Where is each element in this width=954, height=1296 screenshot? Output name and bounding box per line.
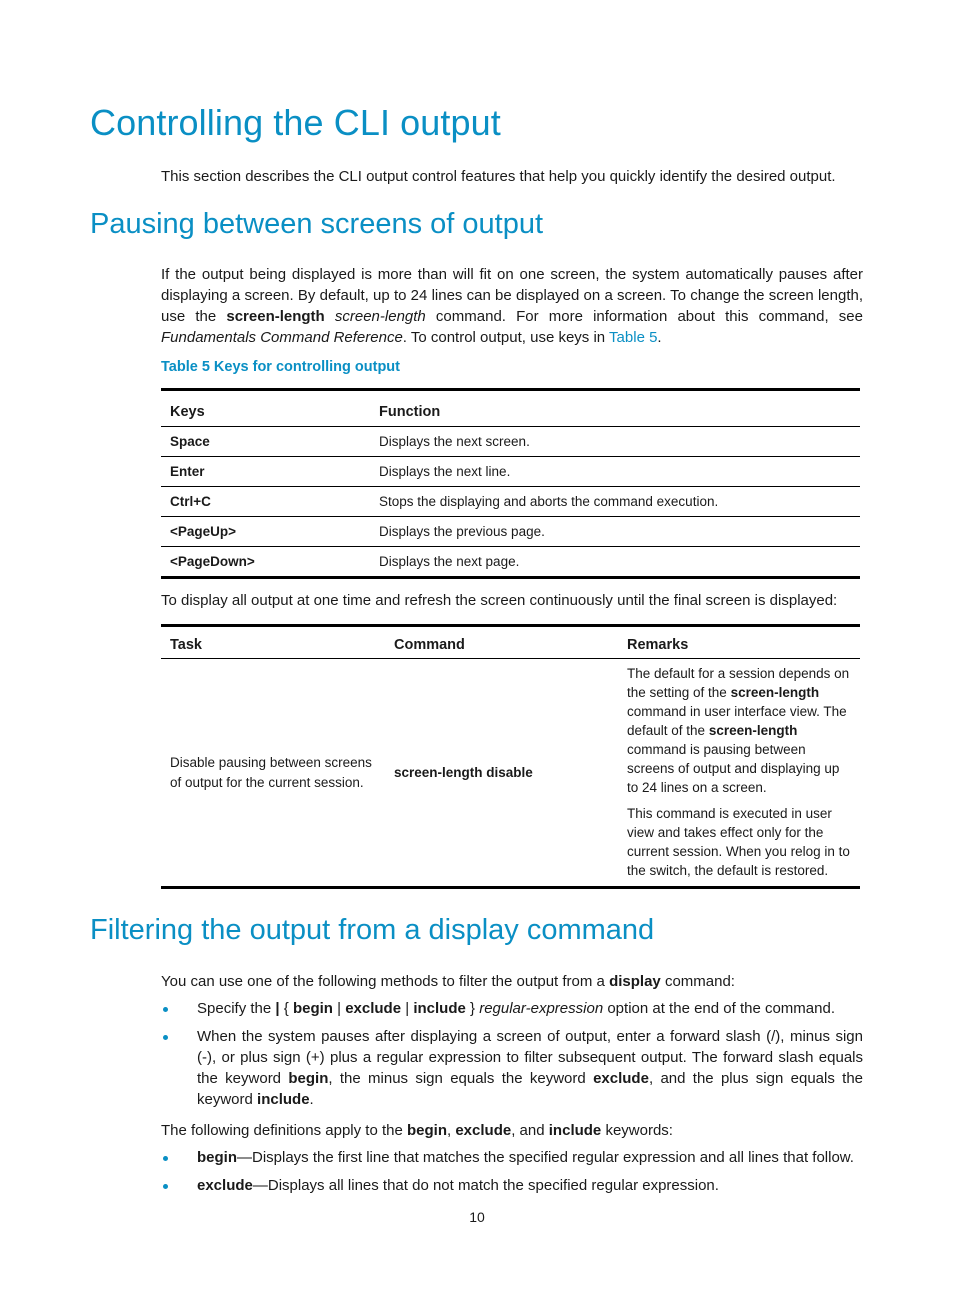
function-cell: Displays the previous page. xyxy=(370,517,860,547)
key-cell: Space xyxy=(161,427,370,457)
intro-paragraph: This section describes the CLI output control features that help you quickly identify the desired output. xyxy=(161,168,836,185)
command-argument: screen-length xyxy=(334,308,426,325)
column-header-remarks: Remarks xyxy=(618,626,860,659)
pausing-paragraph: If the output being displayed is more than will fit on one screen, the system automatically pauses after displaying a screen. By default, up to 24 lines can be displayed on a screen. To change the screen length, use the screen-length screen-length command. For more information about this command, see Fundamentals Command Reference. To control output, use keys in Table 5. xyxy=(161,266,863,346)
key-cell: <PageDown> xyxy=(170,554,255,569)
keys-table xyxy=(161,388,860,579)
table-row xyxy=(161,487,860,517)
list-item: Specify the | { begin | exclude | include } regular-expression option at the end of the command. xyxy=(161,998,863,1019)
table-row xyxy=(161,427,860,457)
function-cell: Stops the displaying and aborts the command execution. xyxy=(370,487,860,517)
filtering-paragraph: You can use one of the following methods to filter the output from a display command: xyxy=(161,973,735,990)
bullet-icon xyxy=(163,1007,168,1012)
section-heading-filtering: Filtering the output from a display command xyxy=(90,914,655,946)
bullet-icon xyxy=(163,1156,168,1161)
key-cell: Ctrl+C xyxy=(161,487,370,517)
bullet-icon xyxy=(163,1184,168,1189)
page-number: 10 xyxy=(469,1209,485,1225)
reference-title: Fundamentals Command Reference xyxy=(161,329,403,346)
column-header-command: Command xyxy=(385,626,618,659)
definitions-paragraph: The following definitions apply to the begin, exclude, and include keywords: xyxy=(161,1122,673,1139)
bullet-icon xyxy=(163,1035,168,1040)
filter-methods-list xyxy=(161,998,863,1110)
command-keyword: screen-length xyxy=(226,308,325,325)
task-table xyxy=(161,624,860,889)
table-header-row xyxy=(161,390,860,427)
table-header-row xyxy=(161,626,860,659)
page-title: Controlling the CLI output xyxy=(90,102,501,143)
command-cell: screen-length disable xyxy=(394,764,533,780)
function-cell: Displays the next screen. xyxy=(370,427,860,457)
key-cell: <PageUp> xyxy=(161,517,370,547)
remark-paragraph: The default for a session depends on the setting of the screen-length command in user interface view. The default of the screen-length command is pausing between screens of output and displaying up to 24 lines on a screen. xyxy=(627,666,850,795)
section-heading-pausing: Pausing between screens of output xyxy=(90,208,544,240)
list-item: exclude—Displays all lines that do not match the specified regular expression. xyxy=(161,1175,863,1196)
list-item: begin—Displays the first line that matches the specified regular expression and all lines that follow. xyxy=(161,1147,863,1168)
task-intro-paragraph: To display all output at one time and refresh the screen continuously until the final screen is displayed: xyxy=(161,592,838,609)
column-header-task: Task xyxy=(161,626,385,659)
remarks-cell xyxy=(618,659,860,888)
key-cell: Enter xyxy=(161,457,370,487)
column-header-keys: Keys xyxy=(161,390,370,427)
table-row xyxy=(161,457,860,487)
table-row xyxy=(161,517,860,547)
table-5-link[interactable]: Table 5 xyxy=(609,329,658,346)
definitions-list xyxy=(161,1147,863,1196)
table-row xyxy=(161,547,860,578)
column-header-function: Function xyxy=(370,390,860,427)
list-item: When the system pauses after displaying a screen of output, enter a forward slash (/), minus sign (-), or plus sign (+) plus a regular expression to filter subsequent output. The forward slash equals the keyword begin, the minus sign equals the keyword exclude, and the plus sign equals the keyword include. xyxy=(161,1026,863,1110)
table-row xyxy=(161,659,860,888)
table-caption: Table 5 Keys for controlling output xyxy=(161,359,400,375)
remark-paragraph: This command is executed in user view and takes effect only for the current session. When you relog in to the switch, the default is restored. xyxy=(627,806,850,878)
task-cell: Disable pausing between screens of output for the current session. xyxy=(170,754,372,790)
function-cell: Displays the next page. xyxy=(379,554,520,569)
function-cell: Displays the next line. xyxy=(370,457,860,487)
